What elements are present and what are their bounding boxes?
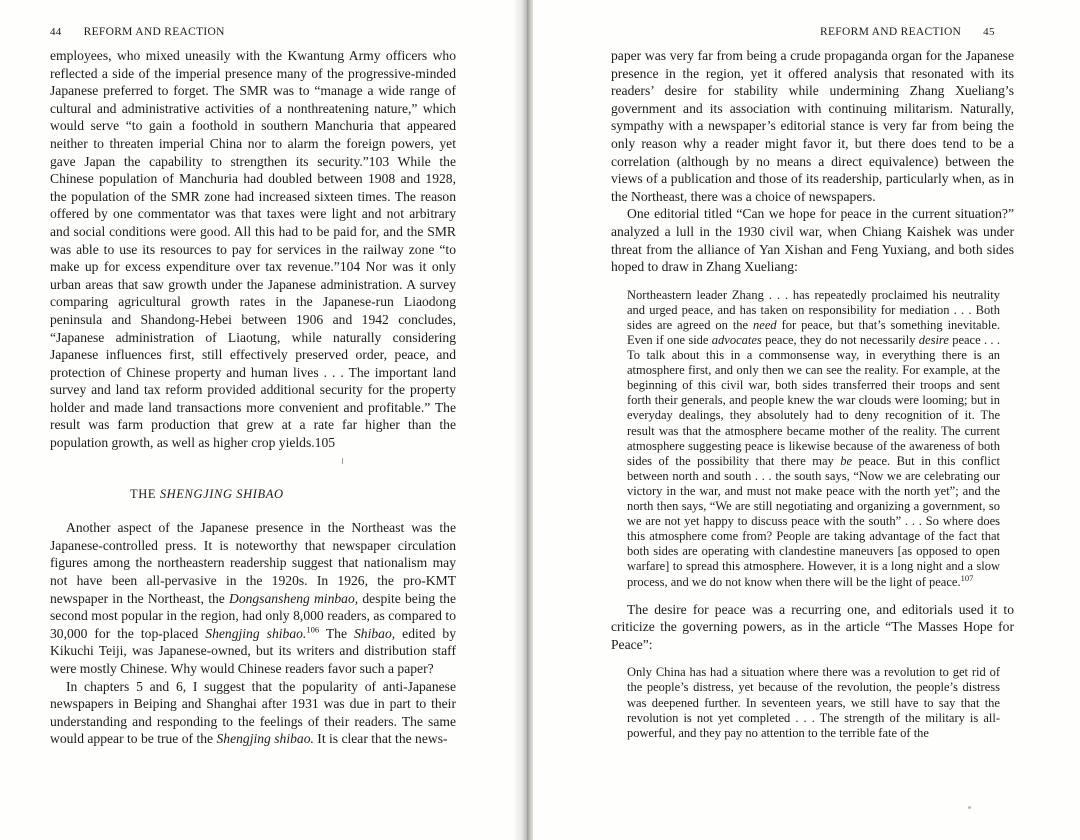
newspaper-title: Shibao, [354, 625, 396, 641]
left-running-head [50, 26, 225, 38]
emphasis: need [753, 317, 777, 332]
right-page-number: 45 [983, 26, 995, 38]
left-page [0, 0, 525, 840]
footnote-marker[interactable]: 107 [960, 572, 974, 583]
text-run: despite being the second most popular in the region, had only 8,000 readers, as compared to 30,000 for the top-placed [50, 590, 456, 641]
text-run: Northeastern leader Zhang . . . has repeatedly proclaimed his neutrality and urged peace, and has taken on responsibility for mediation . . . Both sides are agreed on the [627, 287, 1000, 332]
block-quote-2: Only China has had a situation where there was a revolution to get rid of the people’s distress, yet because of the revolution, the people’s distress was deepened further. In seventeen years, we still have to say that the revolution is not yet completed . . . The strength of the military is all-powerful, and they pay no attention to the terrible fate of the [627, 665, 1000, 740]
right-running-title: REFORM AND REACTION [820, 26, 962, 38]
section-heading [130, 486, 456, 504]
right-paragraph-3: The desire for peace was a recurring one, and editorials used it to criticize the governing powers, as in the article “The Masses Hope for Peace”: [611, 601, 1014, 652]
right-running-head [820, 26, 995, 38]
text-run: peace. But in this conflict between north and south . . . the south says, “Now we are celebrating our victory in the war, and must not make peace with the north yet”; and the north then says, “We are still negotiating and organizing a government, so we are not yet happy to discuss peace with the south” . . . So where does this atmosphere come from? People are taking advantage of the fact that both sides are operating with clandestine maneuvers [as opposed to open warfare] to spread this atmosphere. However, it is a long night and a slow process, and we do not know when there will be the light of peace. [627, 453, 1000, 589]
footnote-marker[interactable]: 106 [306, 624, 320, 635]
newspaper-title: Shengjing shibao. [205, 625, 307, 641]
left-running-title: REFORM AND REACTION [83, 26, 225, 38]
left-page-number: 44 [50, 26, 62, 38]
stray-mark [342, 458, 343, 464]
text-run: The [319, 625, 354, 641]
emphasis: advocates [711, 333, 762, 347]
left-paragraph-1: employees, who mixed uneasily with the Kwantung Army officers who reflected a side of the imperial presence many of the progressive-minded Japanese preferred to forget. The SMR was to “manage a wide range of cultural and administrative activities of a nonthreatening nature,” which would serve “to gain a foothold in southern Manchuria that appeared neither to threaten imperial China nor to alarm the foreign powers, yet gave Japan the capability to strengthen its security.”103 While the Chinese population of Manchuria had doubled between 1908 and 1928, the population of the SMR zone had increased sixteen times. The reason offered by one commentator was that taxes were light and not arbitrary and social conditions were good. All this had to be paid for, and the SMR was able to use its resources to pay for services in the railway zone “to make up for excess expenditure over tax revenue.”104 Nor was it only urban areas that saw growth under the Japanese administration. A survey comparing agricultural growth rates in the Japanese-run Liaodong peninsula and Shandong-Hebei between 1906 and 1942 concludes, “Japanese administration of Liaotung, while naturally considering Japanese influences first, still effectively preserved order, peace, and protection of Chinese property and human lives . . . The important land survey and land tax reform provided additional security for the property holder and made land transactions more convenient and profitable.” The result was farm production that grew at a rate far higher than the population growth, as well as higher crop yields.105 [50, 48, 456, 451]
text-run: peace, they do not necessarily [761, 333, 919, 347]
section-heading-italic: SHENGJING SHIBAO [159, 486, 284, 501]
right-text-block [611, 47, 1014, 752]
text-run: Another aspect of the Japanese presence in the Northeast was the Japanese-controlled press. It is noteworthy that newspaper circulation figures among the northeastern readership suggest that nationalism may not have been all-pervasive in the 1920s. In 1926, the pro-KMT newspaper in the Northeast, the [50, 520, 456, 606]
text-run: edited by Kikuchi Teiji, was Japanese-owned, but its writers and distribution staff were mostly Chinese. Why would Chinese readers favor such a paper? [50, 625, 457, 676]
left-paragraph-3 [50, 678, 456, 748]
right-paragraph-2: One editorial titled “Can we hope for peace in the current situation?” analyzed a lull in the 1930 civil war, when Chiang Kaishek was under threat from the alliance of Yan Xishan and Feng Yuxiang, and both sides hoped to draw in Zhang Xueliang: [611, 206, 1014, 275]
text-run: peace . . . To talk about this in a commonsense way, in everything there is an atmosphere first, and only then we can see the reality. For example, at the beginning of this civil war, both sides transferred their troops and sent forth their generals, and people knew the war clouds were looming; but in everyday dealings, they absolutely had to deny recognition of it. The result was that the atmosphere became mother of the reality. The current atmosphere suggesting peace is likewise because of the awareness of both sides of the possibility that there may [627, 333, 1000, 468]
emphasis: be [840, 453, 853, 468]
newspaper-title: Dongsansheng minbao, [229, 590, 359, 606]
scan-speck [968, 806, 971, 809]
text-run: for peace, but that’s something inevitable. Even if one side [627, 317, 1000, 347]
emphasis: desire [918, 333, 949, 347]
right-paragraph-1: paper was very far from being a crude propaganda organ for the Japanese presence in the region, yet it offered analysis that resonated with its readers’ desire for stability while undermining Zhang Xueliang’s government and its association with continuing militarism. Naturally, sympathy with a newspaper’s editorial stance is very far from being the only reason why a reader might favor it, but there does tend to be a correlation (although by no means a direct equivalence) between the views of a publication and those of its readership, particularly when, as in the Northeast, there was a choice of newspapers. [611, 48, 1014, 204]
left-text-block [50, 47, 456, 748]
text-run: In chapters 5 and 6, I suggest that the popularity of anti-Japanese newspapers in Beiping and Shanghai after 1931 was due in part to their understanding and responding to the feelings of their readers. The same would appear to be true of the [50, 678, 456, 747]
block-quote-1 [627, 288, 1000, 590]
left-paragraph-2 [50, 519, 456, 677]
section-heading-plain: THE [130, 486, 160, 501]
text-run: It is clear that the news- [313, 731, 448, 747]
newspaper-title: Shengjing shibao. [216, 731, 314, 747]
